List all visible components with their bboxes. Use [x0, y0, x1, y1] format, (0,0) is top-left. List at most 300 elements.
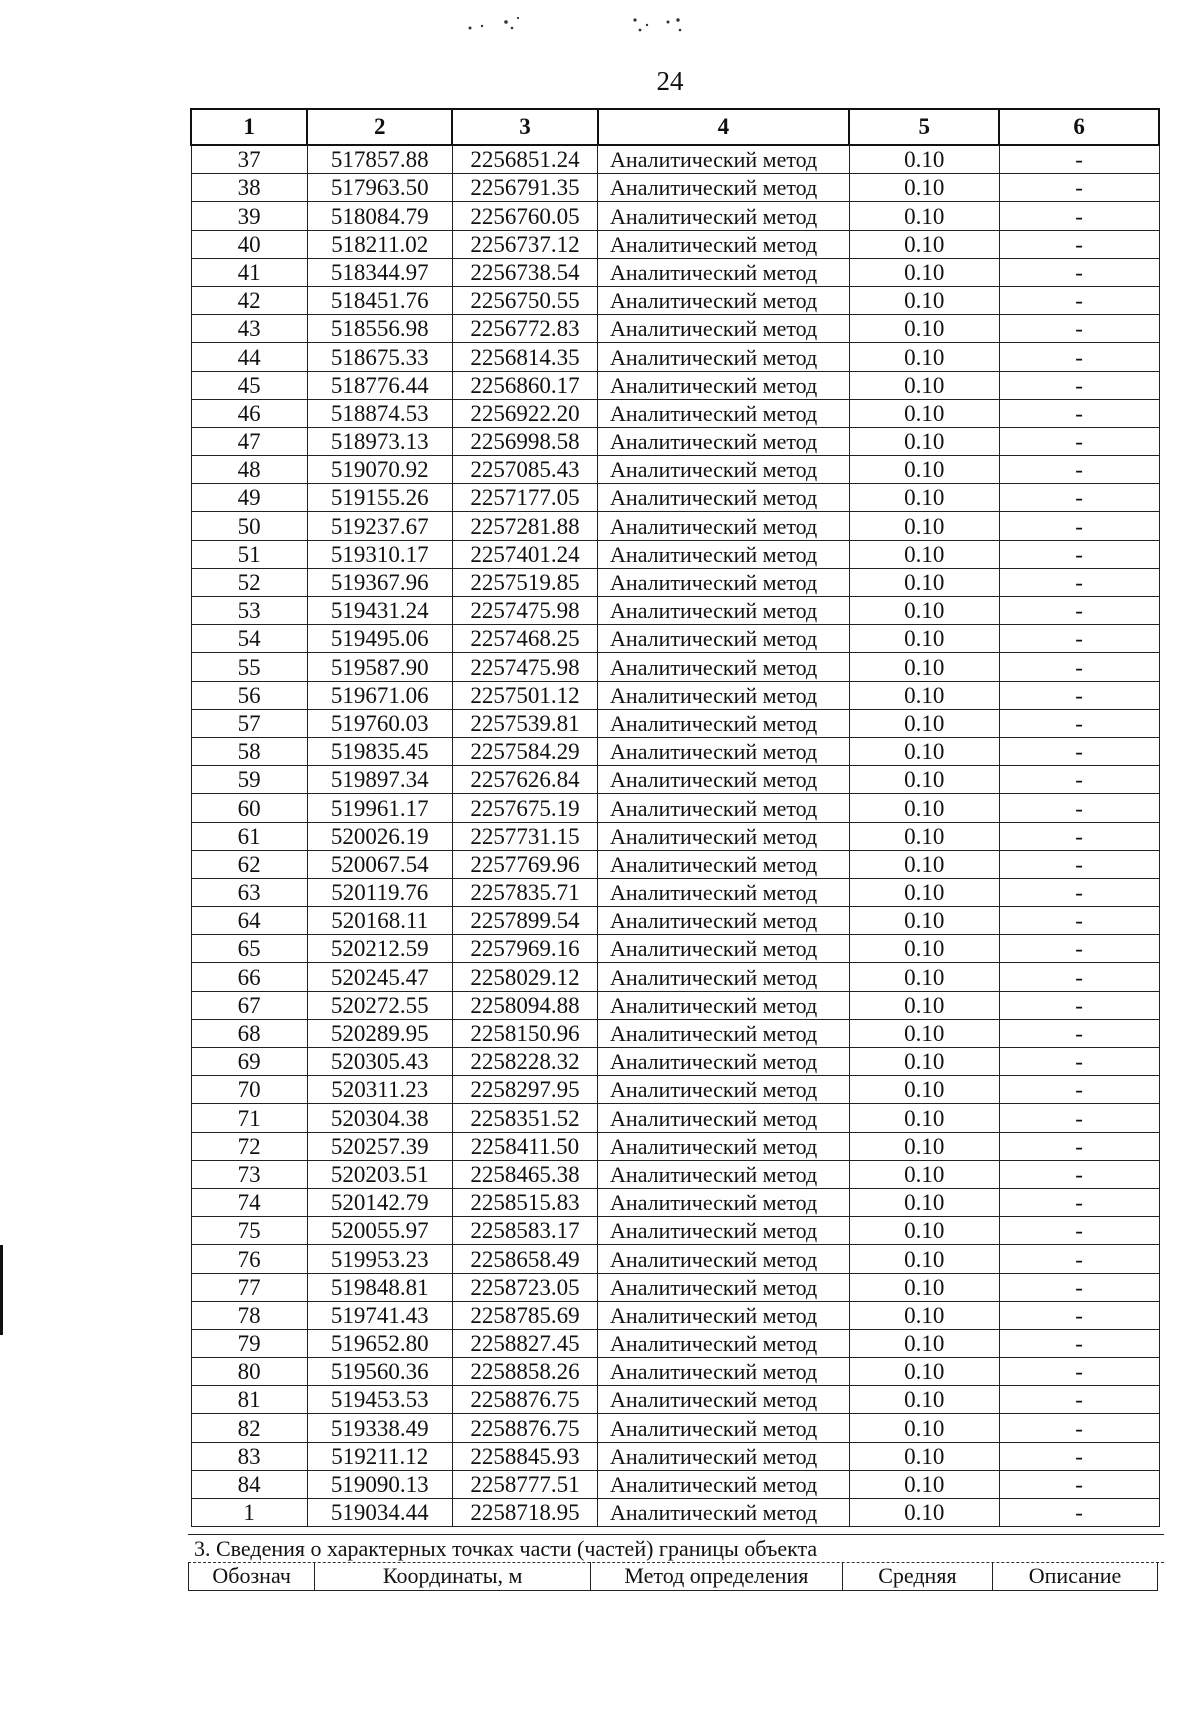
accuracy-cell: 0.10 — [849, 1048, 999, 1076]
method-cell: Аналитический метод — [598, 540, 850, 568]
table-row — [191, 456, 1159, 484]
accuracy-cell: 0.10 — [849, 230, 999, 258]
description-cell: - — [999, 512, 1159, 540]
description-cell: - — [999, 1386, 1159, 1414]
coordinate-y-cell: 2257468.25 — [452, 625, 597, 653]
table-row — [191, 371, 1159, 399]
description-cell: - — [999, 822, 1159, 850]
coordinate-y-cell: 2258583.17 — [452, 1217, 597, 1245]
coordinate-x-cell: 518344.97 — [307, 258, 452, 286]
coordinate-x-cell: 519431.24 — [307, 597, 452, 625]
section-column-headers — [188, 1562, 1158, 1591]
accuracy-cell: 0.10 — [849, 484, 999, 512]
method-cell: Аналитический метод — [598, 963, 850, 991]
point-number-cell: 74 — [191, 1188, 307, 1216]
coordinate-x-cell: 519034.44 — [307, 1499, 452, 1527]
description-cell: - — [999, 1301, 1159, 1329]
method-cell: Аналитический метод — [598, 1329, 850, 1357]
table-row — [191, 850, 1159, 878]
table-row — [191, 1358, 1159, 1386]
table-row — [191, 878, 1159, 906]
method-cell: Аналитический метод — [598, 1386, 850, 1414]
coordinate-x-cell: 519155.26 — [307, 484, 452, 512]
point-number-cell: 56 — [191, 681, 307, 709]
accuracy-cell: 0.10 — [849, 1273, 999, 1301]
table-row — [191, 427, 1159, 455]
accuracy-cell: 0.10 — [849, 850, 999, 878]
point-number-cell: 53 — [191, 597, 307, 625]
coordinate-y-cell: 2258228.32 — [452, 1048, 597, 1076]
coordinate-x-cell: 518084.79 — [307, 202, 452, 230]
point-number-cell: 72 — [191, 1132, 307, 1160]
description-cell: - — [999, 399, 1159, 427]
coordinate-x-cell: 520311.23 — [307, 1076, 452, 1104]
table-row — [191, 1217, 1159, 1245]
description-cell: - — [999, 878, 1159, 906]
coordinate-x-cell: 519587.90 — [307, 653, 452, 681]
method-cell: Аналитический метод — [598, 878, 850, 906]
method-cell: Аналитический метод — [598, 850, 850, 878]
table-row — [191, 822, 1159, 850]
coordinate-x-cell: 519090.13 — [307, 1470, 452, 1498]
description-cell: - — [999, 202, 1159, 230]
point-number-cell: 1 — [191, 1499, 307, 1527]
point-number-cell: 77 — [191, 1273, 307, 1301]
accuracy-cell: 0.10 — [849, 174, 999, 202]
coordinate-y-cell: 2258094.88 — [452, 991, 597, 1019]
table-row — [191, 1048, 1159, 1076]
table-row — [191, 1160, 1159, 1188]
column-header-3: 3 — [452, 109, 597, 145]
coordinates-table — [190, 108, 1160, 1527]
coordinate-x-cell: 519237.67 — [307, 512, 452, 540]
description-cell: - — [999, 456, 1159, 484]
point-number-cell: 47 — [191, 427, 307, 455]
table-row — [191, 681, 1159, 709]
point-number-cell: 83 — [191, 1442, 307, 1470]
point-number-cell: 48 — [191, 456, 307, 484]
coordinate-y-cell: 2257969.16 — [452, 935, 597, 963]
column-header-description: Описание — [992, 1562, 1158, 1590]
method-cell: Аналитический метод — [598, 399, 850, 427]
table-row — [191, 1188, 1159, 1216]
accuracy-cell: 0.10 — [849, 737, 999, 765]
column-header-4: 4 — [598, 109, 850, 145]
table-row — [191, 343, 1159, 371]
description-cell: - — [999, 681, 1159, 709]
coordinate-x-cell: 520305.43 — [307, 1048, 452, 1076]
coordinate-y-cell: 2256922.20 — [452, 399, 597, 427]
description-cell: - — [999, 174, 1159, 202]
accuracy-cell: 0.10 — [849, 456, 999, 484]
table-row — [191, 907, 1159, 935]
table-row — [191, 1442, 1159, 1470]
description-cell: - — [999, 1245, 1159, 1273]
method-cell: Аналитический метод — [598, 1019, 850, 1047]
table-row — [191, 597, 1159, 625]
coordinate-y-cell: 2257731.15 — [452, 822, 597, 850]
method-cell: Аналитический метод — [598, 174, 850, 202]
method-cell: Аналитический метод — [598, 1470, 850, 1498]
point-number-cell: 67 — [191, 991, 307, 1019]
accuracy-cell: 0.10 — [849, 1358, 999, 1386]
accuracy-cell: 0.10 — [849, 371, 999, 399]
table-row — [191, 1301, 1159, 1329]
method-cell: Аналитический метод — [598, 822, 850, 850]
coordinate-x-cell: 520142.79 — [307, 1188, 452, 1216]
method-cell: Аналитический метод — [598, 568, 850, 596]
method-cell: Аналитический метод — [598, 427, 850, 455]
coordinate-x-cell: 520203.51 — [307, 1160, 452, 1188]
table-row — [191, 258, 1159, 286]
coordinate-y-cell: 2257769.96 — [452, 850, 597, 878]
coordinate-x-cell: 519211.12 — [307, 1442, 452, 1470]
description-cell: - — [999, 568, 1159, 596]
coordinate-y-cell: 2258658.49 — [452, 1245, 597, 1273]
coordinate-x-cell: 519953.23 — [307, 1245, 452, 1273]
method-cell: Аналитический метод — [598, 737, 850, 765]
point-number-cell: 45 — [191, 371, 307, 399]
description-cell: - — [999, 427, 1159, 455]
coordinate-x-cell: 520289.95 — [307, 1019, 452, 1047]
coordinate-x-cell: 518874.53 — [307, 399, 452, 427]
table-row — [191, 709, 1159, 737]
coordinate-y-cell: 2258297.95 — [452, 1076, 597, 1104]
point-number-cell: 55 — [191, 653, 307, 681]
accuracy-cell: 0.10 — [849, 399, 999, 427]
coordinate-y-cell: 2257501.12 — [452, 681, 597, 709]
accuracy-cell: 0.10 — [849, 709, 999, 737]
accuracy-cell: 0.10 — [849, 1470, 999, 1498]
description-cell: - — [999, 540, 1159, 568]
table-row — [191, 315, 1159, 343]
point-number-cell: 79 — [191, 1329, 307, 1357]
point-number-cell: 54 — [191, 625, 307, 653]
method-cell: Аналитический метод — [598, 343, 850, 371]
accuracy-cell: 0.10 — [849, 1329, 999, 1357]
description-cell: - — [999, 1499, 1159, 1527]
description-cell: - — [999, 258, 1159, 286]
description-cell: - — [999, 1132, 1159, 1160]
table-row — [191, 1329, 1159, 1357]
coordinate-x-cell: 519760.03 — [307, 709, 452, 737]
method-cell: Аналитический метод — [598, 371, 850, 399]
method-cell: Аналитический метод — [598, 907, 850, 935]
method-cell: Аналитический метод — [598, 766, 850, 794]
description-cell: - — [999, 850, 1159, 878]
point-number-cell: 40 — [191, 230, 307, 258]
coordinate-y-cell: 2256738.54 — [452, 258, 597, 286]
accuracy-cell: 0.10 — [849, 794, 999, 822]
coordinate-y-cell: 2258029.12 — [452, 963, 597, 991]
coordinate-y-cell: 2257675.19 — [452, 794, 597, 822]
table-row — [191, 963, 1159, 991]
coordinate-y-cell: 2258777.51 — [452, 1470, 597, 1498]
accuracy-cell: 0.10 — [849, 653, 999, 681]
table-row — [191, 653, 1159, 681]
method-cell: Аналитический метод — [598, 794, 850, 822]
coordinate-y-cell: 2257584.29 — [452, 737, 597, 765]
accuracy-cell: 0.10 — [849, 1160, 999, 1188]
accuracy-cell: 0.10 — [849, 1188, 999, 1216]
table-row — [191, 174, 1159, 202]
accuracy-cell: 0.10 — [849, 766, 999, 794]
accuracy-cell: 0.10 — [849, 681, 999, 709]
table-row — [191, 540, 1159, 568]
point-number-cell: 62 — [191, 850, 307, 878]
point-number-cell: 58 — [191, 737, 307, 765]
coordinate-x-cell: 518211.02 — [307, 230, 452, 258]
method-cell: Аналитический метод — [598, 1301, 850, 1329]
point-number-cell: 84 — [191, 1470, 307, 1498]
description-cell: - — [999, 935, 1159, 963]
coordinate-y-cell: 2257085.43 — [452, 456, 597, 484]
column-header-mean: Средняя — [842, 1562, 992, 1590]
coordinate-x-cell: 519560.36 — [307, 1358, 452, 1386]
table-row — [191, 1386, 1159, 1414]
description-cell: - — [999, 145, 1159, 174]
coordinate-y-cell: 2257475.98 — [452, 653, 597, 681]
accuracy-cell: 0.10 — [849, 343, 999, 371]
point-number-cell: 69 — [191, 1048, 307, 1076]
coordinate-x-cell: 519848.81 — [307, 1273, 452, 1301]
method-cell: Аналитический метод — [598, 935, 850, 963]
description-cell: - — [999, 1048, 1159, 1076]
point-number-cell: 59 — [191, 766, 307, 794]
method-cell: Аналитический метод — [598, 1217, 850, 1245]
page-number: 24 — [656, 66, 684, 96]
accuracy-cell: 0.10 — [849, 878, 999, 906]
method-cell: Аналитический метод — [598, 286, 850, 314]
description-cell: - — [999, 625, 1159, 653]
point-number-cell: 71 — [191, 1104, 307, 1132]
column-header-6: 6 — [999, 109, 1159, 145]
coordinate-x-cell: 519652.80 — [307, 1329, 452, 1357]
coordinate-x-cell: 519897.34 — [307, 766, 452, 794]
method-cell: Аналитический метод — [598, 512, 850, 540]
scan-noise-specks — [440, 6, 740, 36]
coordinate-x-cell: 520257.39 — [307, 1132, 452, 1160]
method-cell: Аналитический метод — [598, 991, 850, 1019]
coordinate-y-cell: 2257626.84 — [452, 766, 597, 794]
point-number-cell: 38 — [191, 174, 307, 202]
method-cell: Аналитический метод — [598, 1132, 850, 1160]
description-cell: - — [999, 1188, 1159, 1216]
accuracy-cell: 0.10 — [849, 822, 999, 850]
accuracy-cell: 0.10 — [849, 145, 999, 174]
description-cell: - — [999, 1470, 1159, 1498]
coordinate-y-cell: 2257899.54 — [452, 907, 597, 935]
coordinate-y-cell: 2258845.93 — [452, 1442, 597, 1470]
coordinate-y-cell: 2256772.83 — [452, 315, 597, 343]
point-number-cell: 63 — [191, 878, 307, 906]
coordinate-x-cell: 518973.13 — [307, 427, 452, 455]
point-number-cell: 49 — [191, 484, 307, 512]
coordinate-y-cell: 2257475.98 — [452, 597, 597, 625]
description-cell: - — [999, 709, 1159, 737]
point-number-cell: 68 — [191, 1019, 307, 1047]
table-row — [191, 230, 1159, 258]
coordinate-y-cell: 2256851.24 — [452, 145, 597, 174]
method-cell: Аналитический метод — [598, 484, 850, 512]
description-cell: - — [999, 907, 1159, 935]
point-number-cell: 75 — [191, 1217, 307, 1245]
point-number-cell: 57 — [191, 709, 307, 737]
table-row — [191, 484, 1159, 512]
coordinate-y-cell: 2256814.35 — [452, 343, 597, 371]
coordinate-x-cell: 520304.38 — [307, 1104, 452, 1132]
point-number-cell: 61 — [191, 822, 307, 850]
column-header-2: 2 — [307, 109, 452, 145]
accuracy-cell: 0.10 — [849, 907, 999, 935]
coordinate-x-cell: 518451.76 — [307, 286, 452, 314]
coordinate-x-cell: 519671.06 — [307, 681, 452, 709]
column-header-1: 1 — [191, 109, 307, 145]
description-cell: - — [999, 737, 1159, 765]
section-title: 3. Сведения о характерных точках части (частей) границы объекта — [188, 1534, 1164, 1563]
method-cell: Аналитический метод — [598, 681, 850, 709]
description-cell: - — [999, 597, 1159, 625]
coordinate-y-cell: 2257281.88 — [452, 512, 597, 540]
point-number-cell: 43 — [191, 315, 307, 343]
coordinate-x-cell: 520119.76 — [307, 878, 452, 906]
table-row — [191, 1132, 1159, 1160]
method-cell: Аналитический метод — [598, 230, 850, 258]
accuracy-cell: 0.10 — [849, 1386, 999, 1414]
method-cell: Аналитический метод — [598, 709, 850, 737]
coordinate-y-cell: 2258723.05 — [452, 1273, 597, 1301]
coordinate-y-cell: 2258876.75 — [452, 1386, 597, 1414]
description-cell: - — [999, 1104, 1159, 1132]
description-cell: - — [999, 484, 1159, 512]
table-row — [191, 286, 1159, 314]
method-cell: Аналитический метод — [598, 1104, 850, 1132]
accuracy-cell: 0.10 — [849, 512, 999, 540]
description-cell: - — [999, 343, 1159, 371]
accuracy-cell: 0.10 — [849, 286, 999, 314]
point-number-cell: 78 — [191, 1301, 307, 1329]
description-cell: - — [999, 653, 1159, 681]
coordinate-y-cell: 2257519.85 — [452, 568, 597, 596]
description-cell: - — [999, 1358, 1159, 1386]
table-header-row — [191, 109, 1159, 145]
description-cell: - — [999, 286, 1159, 314]
accuracy-cell: 0.10 — [849, 202, 999, 230]
coordinate-y-cell: 2257401.24 — [452, 540, 597, 568]
coordinate-x-cell: 519453.53 — [307, 1386, 452, 1414]
description-cell: - — [999, 1273, 1159, 1301]
table-row — [191, 991, 1159, 1019]
coordinate-y-cell: 2256998.58 — [452, 427, 597, 455]
point-number-cell: 81 — [191, 1386, 307, 1414]
method-cell: Аналитический метод — [598, 145, 850, 174]
point-number-cell: 82 — [191, 1414, 307, 1442]
table-row — [191, 1414, 1159, 1442]
point-number-cell: 70 — [191, 1076, 307, 1104]
method-cell: Аналитический метод — [598, 456, 850, 484]
table-row — [191, 1019, 1159, 1047]
coordinate-y-cell: 2256860.17 — [452, 371, 597, 399]
point-number-cell: 37 — [191, 145, 307, 174]
point-number-cell: 50 — [191, 512, 307, 540]
method-cell: Аналитический метод — [598, 315, 850, 343]
accuracy-cell: 0.10 — [849, 568, 999, 596]
method-cell: Аналитический метод — [598, 1076, 850, 1104]
method-cell: Аналитический метод — [598, 625, 850, 653]
table-row — [191, 794, 1159, 822]
table-row — [191, 1104, 1159, 1132]
point-number-cell: 39 — [191, 202, 307, 230]
method-cell: Аналитический метод — [598, 1273, 850, 1301]
method-cell: Аналитический метод — [598, 1245, 850, 1273]
method-cell: Аналитический метод — [598, 1188, 850, 1216]
accuracy-cell: 0.10 — [849, 427, 999, 455]
description-cell: - — [999, 766, 1159, 794]
coordinate-x-cell: 519835.45 — [307, 737, 452, 765]
table-row — [191, 1245, 1159, 1273]
accuracy-cell: 0.10 — [849, 1217, 999, 1245]
method-cell: Аналитический метод — [598, 1358, 850, 1386]
description-cell: - — [999, 963, 1159, 991]
table-row — [191, 568, 1159, 596]
point-number-cell: 44 — [191, 343, 307, 371]
coordinate-y-cell: 2258858.26 — [452, 1358, 597, 1386]
scan-margin-mark — [0, 1245, 3, 1335]
method-cell: Аналитический метод — [598, 1414, 850, 1442]
table-row — [191, 935, 1159, 963]
table-row — [191, 399, 1159, 427]
column-header-method: Метод определения — [590, 1562, 842, 1590]
accuracy-cell: 0.10 — [849, 1019, 999, 1047]
point-number-cell: 76 — [191, 1245, 307, 1273]
accuracy-cell: 0.10 — [849, 1132, 999, 1160]
coordinate-y-cell: 2257177.05 — [452, 484, 597, 512]
coordinate-y-cell: 2256760.05 — [452, 202, 597, 230]
coordinate-x-cell: 520026.19 — [307, 822, 452, 850]
point-number-cell: 66 — [191, 963, 307, 991]
point-number-cell: 60 — [191, 794, 307, 822]
accuracy-cell: 0.10 — [849, 1076, 999, 1104]
table-row — [191, 737, 1159, 765]
coordinate-x-cell: 520212.59 — [307, 935, 452, 963]
accuracy-cell: 0.10 — [849, 258, 999, 286]
method-cell: Аналитический метод — [598, 1499, 850, 1527]
coordinate-x-cell: 519741.43 — [307, 1301, 452, 1329]
accuracy-cell: 0.10 — [849, 991, 999, 1019]
method-cell: Аналитический метод — [598, 202, 850, 230]
accuracy-cell: 0.10 — [849, 963, 999, 991]
coordinate-y-cell: 2258150.96 — [452, 1019, 597, 1047]
coordinate-y-cell: 2257539.81 — [452, 709, 597, 737]
description-cell: - — [999, 1076, 1159, 1104]
table-row — [191, 512, 1159, 540]
table-row — [191, 1470, 1159, 1498]
coordinate-x-cell: 520055.97 — [307, 1217, 452, 1245]
point-number-cell: 41 — [191, 258, 307, 286]
accuracy-cell: 0.10 — [849, 1104, 999, 1132]
coordinate-x-cell: 519070.92 — [307, 456, 452, 484]
description-cell: - — [999, 1442, 1159, 1470]
column-header-designation: Обознач — [188, 1562, 314, 1590]
coordinate-x-cell: 519495.06 — [307, 625, 452, 653]
method-cell: Аналитический метод — [598, 653, 850, 681]
point-number-cell: 80 — [191, 1358, 307, 1386]
accuracy-cell: 0.10 — [849, 315, 999, 343]
accuracy-cell: 0.10 — [849, 597, 999, 625]
description-cell: - — [999, 1217, 1159, 1245]
column-header-5: 5 — [849, 109, 999, 145]
point-number-cell: 64 — [191, 907, 307, 935]
